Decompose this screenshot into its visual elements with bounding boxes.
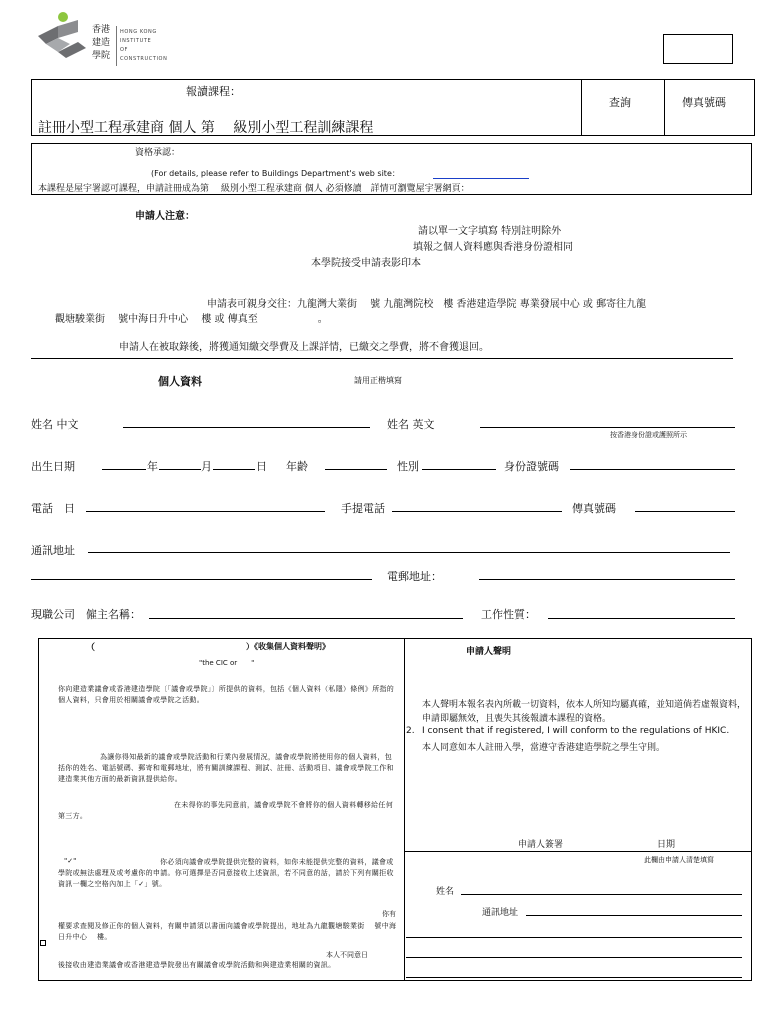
declaration-item-2-cn: 本人同意如本人註冊入學，當遵守香港建造學院之學生守則。 — [422, 743, 666, 753]
logo-en-line-4: CONSTRUCTION — [120, 56, 168, 62]
decl-name-field[interactable] — [461, 894, 742, 895]
mobile-label: 手提電話 — [341, 502, 385, 515]
english-note: (For details, please refer to Buildings Department's web site： — [151, 169, 400, 178]
sex-field[interactable] — [422, 469, 496, 470]
privacy-p2: 為讓你得知最新的議會或學院活動和行業內發展情況，議會或學院將使用你的個人資料，包括你的姓名、電話號碼、郵寄和電郵地址，將有關訓練課程、測試、註冊、活動項目、議會或學院工作和建造業其他方面的最新資訊提供給你。 — [58, 753, 394, 783]
cic-line: "the CIC or " — [199, 659, 255, 667]
address-label: 通訊地址 — [31, 544, 75, 557]
refuse-text: 後接收由建造業議會或香港建造學院發出有關議會或學院活動和與建造業相關的資訊。 — [58, 961, 336, 969]
age-label: 年齡 — [286, 460, 308, 473]
declaration-title: 申請人聲明 — [466, 647, 512, 657]
date-label: 日期 — [657, 840, 676, 850]
day-label: 日 — [256, 460, 267, 473]
qualification-label: 資格承認： — [135, 148, 181, 158]
submit-line-2: 觀塘駿業街 號中海日升中心 樓 或 傳真至 。 — [55, 314, 328, 325]
fax-header-label: 傳真號碼 — [682, 96, 726, 109]
address-field-2[interactable] — [31, 579, 372, 580]
logo — [34, 8, 184, 70]
mobile-field[interactable] — [392, 511, 562, 512]
apply-course-label: 報讀課程： — [186, 85, 241, 98]
id-field[interactable] — [570, 469, 735, 470]
note-line-3: 本學院接受申請表影印本 — [311, 258, 421, 269]
privacy-bracket: （ — [86, 643, 96, 653]
dob-month-field[interactable] — [159, 469, 201, 470]
fax-field[interactable] — [635, 511, 735, 512]
id-label: 身份證號碼 — [504, 460, 559, 473]
privacy-p4: 你必須向議會或學院提供完整的資料，如你未能提供完整的資料，議會或學院或無法處理及或考慮你的申請。你可選擇是否同意接收上述資訊，若不同意的話，請於下列有關拒收資訊一欄之空格內加上「✓」號。 — [58, 858, 394, 888]
decl-address-label: 通訊地址 — [482, 908, 519, 918]
decl-address-field-2[interactable] — [406, 937, 742, 938]
job-label: 工作性質： — [481, 608, 536, 621]
fee-line: 申請人在被取錄後，將獲通知繳交學費及上課詳情，已繳交之學費，將不會獲退回。 — [119, 342, 489, 353]
enquiry-label: 查詢 — [609, 96, 631, 109]
decl-address-field-4[interactable] — [406, 977, 742, 978]
refuse-checkbox[interactable] — [40, 940, 46, 946]
note-line-2: 填報之個人資料應與香港身份證相同 — [413, 242, 573, 253]
photo-box — [663, 34, 733, 64]
logo-cn-line-1: 香港 — [92, 25, 111, 35]
company-field[interactable] — [149, 618, 463, 619]
note-line-1: 請以單一文字填寫 特別註明除外 — [418, 226, 562, 237]
name-en-hint: 按香港身份證或護照所示 — [610, 431, 687, 439]
privacy-heading: ）《收集個人資料聲明》 — [246, 642, 330, 651]
privacy-p1: 你向建造業議會或香港建造學院〔「議會或學院」〕所提供的資料，包括《個人資料（私隱）條例》所指的個人資料，只會用於相關議會或學院之活動。 — [58, 685, 395, 704]
name-cn-label: 姓名 中文 — [31, 418, 79, 431]
month-label: 月 — [201, 460, 212, 473]
logo-cn-line-2: 建造 — [92, 38, 111, 48]
logo-en-line-1: HONG KONG — [120, 29, 157, 35]
decl-address-field-1[interactable] — [526, 915, 742, 916]
year-label: 年 — [147, 460, 158, 473]
logo-mark-icon — [34, 8, 92, 66]
declaration-item-2-num: 2. — [406, 726, 415, 736]
privacy-p5-lead: 你有 — [382, 910, 396, 918]
logo-en-line-3: OF — [120, 47, 129, 53]
phone-label: 電話 日 — [31, 502, 75, 515]
declaration-item-2-en: I consent that if registered, I will conform to the regulations of HKIC. — [422, 726, 730, 736]
chinese-note: 本課程是屋宇署認可課程，申請註冊成為第 級別小型工程承建商 個人 必須修讀 詳情可瀏覽屋宇署網頁： — [38, 184, 470, 194]
name-en-label: 姓名 英文 — [387, 418, 435, 431]
dob-year-field[interactable] — [102, 469, 146, 470]
check-mark-note: "✓" — [64, 857, 77, 865]
job-field[interactable] — [548, 618, 735, 619]
phone-field[interactable] — [86, 511, 325, 512]
logo-en-line-2: INSTITUTE — [120, 38, 152, 44]
submit-line-1: 申請表可親身交往：九龍灣大業街 號 九龍灣院校 樓 香港建造學院 專業發展中心 或 郵寄往九龍 — [207, 299, 647, 310]
dob-label: 出生日期 — [31, 460, 75, 473]
personal-hint: 請用正楷填寫 — [354, 376, 402, 385]
fill-hint: 此欄由申請人清楚填寫 — [644, 856, 714, 864]
decl-address-field-3[interactable] — [406, 957, 742, 958]
name-cn-field[interactable] — [123, 427, 370, 428]
web-link[interactable] — [433, 178, 529, 179]
personal-title: 個人資料 — [158, 375, 202, 388]
decl-name-label: 姓名 — [436, 887, 455, 897]
email-field[interactable] — [479, 579, 735, 580]
email-label: 電郵地址： — [387, 570, 442, 583]
privacy-p5: 權要求查閱及修正你的個人資料，有關申請須以書面向議會或學院提出，地址為九龍觀塘駿業街 號中海日升中心 樓。 — [58, 922, 397, 941]
company-label: 現職公司 僱主名稱： — [31, 608, 141, 621]
fax-label: 傳真號碼 — [572, 502, 616, 515]
age-field[interactable] — [325, 469, 387, 470]
dob-day-field[interactable] — [213, 469, 255, 470]
refuse-label: 本人不同意日 — [326, 951, 368, 959]
sex-label: 性別 — [397, 460, 419, 473]
address-field-1[interactable] — [88, 552, 730, 553]
signature-label: 申請人簽署 — [518, 840, 564, 850]
divider — [31, 358, 733, 359]
declaration-item-1: 本人聲明本報名表內所載一切資料，依本人所知均屬真確，並知道倘若虛報資料，申請即屬無效，且喪失其後報讀本課程的資格。 — [422, 700, 747, 724]
logo-cn-line-3: 學院 — [92, 51, 111, 61]
privacy-p3: 在未得你的事先同意前，議會或學院不會將你的個人資料轉移給任何第三方。 — [58, 801, 393, 820]
name-en-field[interactable] — [480, 427, 735, 428]
notes-title: 申請人注意： — [135, 211, 195, 222]
course-title[interactable]: 註冊小型工程承建商 個人 第 級別小型工程訓練課程 — [38, 120, 374, 136]
